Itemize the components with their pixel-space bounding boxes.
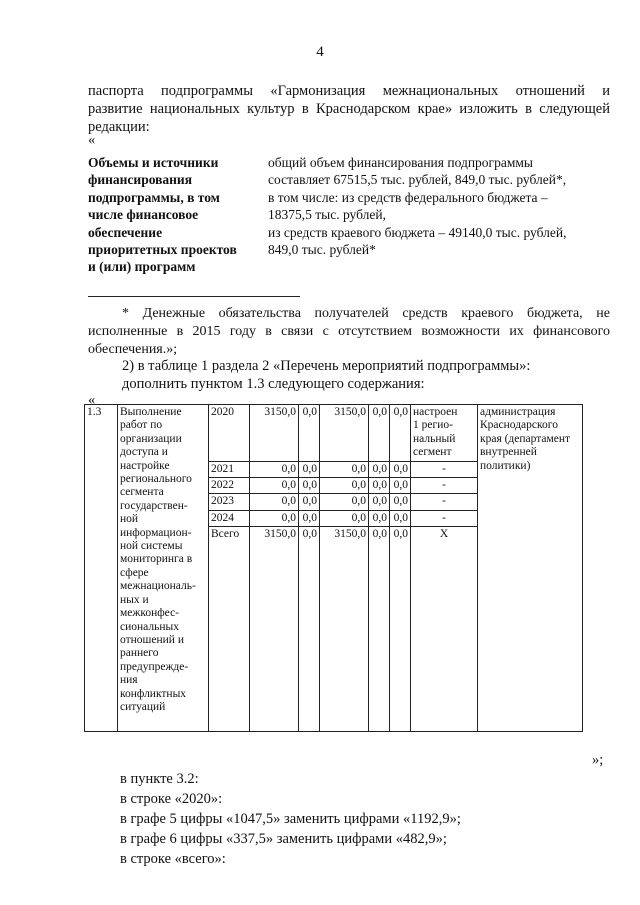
passport-label-line: финансирования [88, 172, 193, 188]
amendment-line: в пункте 3.2: [120, 771, 199, 787]
other-cell: 0,0 [390, 510, 411, 526]
total-cell: 3150,0 [250, 405, 299, 462]
passport-text-line: 849,0 тыс. рублей* [268, 242, 376, 258]
year-cell: 2021 [209, 461, 250, 477]
other-cell: 0,0 [390, 527, 411, 732]
federal-cell: 0,0 [299, 494, 320, 510]
passport-label-line: подпрограммы, в том [88, 189, 220, 205]
total-cell: 0,0 [250, 478, 299, 494]
item-name-line: раннего [120, 647, 159, 660]
total-cell: 0,0 [250, 494, 299, 510]
regional-cell: 0,0 [320, 478, 369, 494]
result-cell: - [411, 510, 478, 526]
local-cell: 0,0 [369, 527, 390, 732]
footnote-separator [88, 296, 300, 297]
item-name-line: доступа и [120, 446, 168, 459]
passport-label-line: обеспечение [88, 224, 163, 240]
amendment-line: в строке «всего»: [120, 851, 226, 867]
intro-line: редакции: [88, 119, 150, 135]
footnote-line: исполненные в 2015 году в связи с отсутствием возможности их финансового [88, 324, 610, 339]
passport-label-line: и (или) программ [88, 259, 196, 275]
footnote-line: обеспечения.»; [88, 342, 178, 357]
passport-label-line: числе финансовое [88, 207, 199, 223]
item-name-line: сфере [120, 566, 149, 579]
item-name-line: межнациональ- [120, 580, 196, 593]
close-quote: »; [592, 752, 604, 768]
regional-cell: 3150,0 [320, 405, 369, 462]
footnote-line: * Денежные обязательства получателей средств краевого бюджета, не [122, 306, 610, 321]
total-cell: 0,0 [250, 510, 299, 526]
item-name-line: информацион- [120, 526, 192, 539]
item-name-line: сегмента [120, 486, 164, 499]
item-name-line: ситуаций [120, 700, 166, 713]
item-name-line: межконфес- [120, 607, 180, 620]
local-cell: 0,0 [369, 461, 390, 477]
executor-cell [478, 405, 583, 732]
amendment-line: в строке «2020»: [120, 791, 223, 807]
item-name-line: регионального [120, 473, 192, 486]
year-cell: 2022 [209, 478, 250, 494]
passport-financing-block [88, 154, 612, 276]
passport-text-line: 18375,5 тыс. рублей, [268, 207, 386, 223]
other-cell: 0,0 [390, 494, 411, 510]
passport-text-line: из средств краевого бюджета – 49140,0 тыс. рублей, [268, 224, 567, 240]
item-name-line: настройке [120, 459, 170, 472]
year-cell: 2020 [209, 405, 250, 462]
passport-label [88, 154, 260, 276]
item-name-line: предупрежде- [120, 660, 189, 673]
open-quote: « [88, 132, 96, 148]
regional-cell: 0,0 [320, 494, 369, 510]
result-cell: - [411, 461, 478, 477]
other-cell: 0,0 [390, 461, 411, 477]
result-line: нальный [413, 432, 456, 445]
passport-text-line: в том числе: из средств федерального бюджета – [268, 189, 548, 205]
result-line: настроен [413, 406, 458, 418]
passport-text-line: общий объем финансирования подпрограммы [268, 155, 533, 170]
intro-line: паспорта подпрограммы «Гармонизация межнациональных отношений и [88, 83, 610, 99]
year-cell: Всего [209, 527, 250, 732]
local-cell: 0,0 [369, 478, 390, 494]
open-quote-2: « [88, 392, 96, 408]
local-cell: 0,0 [369, 405, 390, 462]
item-name-line: мониторинга в [120, 553, 193, 566]
executor-line: края (департамент [480, 432, 571, 445]
other-cell: 0,0 [390, 478, 411, 494]
measures-table [84, 404, 583, 732]
intro-line: развитие национальных культур в Краснодарском крае» изложить в следующей [88, 101, 610, 117]
footnote [88, 305, 610, 359]
executor-line: внутренней [480, 446, 537, 459]
page-number: 4 [316, 44, 324, 60]
result-cell [411, 405, 478, 462]
executor-line: Краснодарского [480, 419, 558, 432]
regional-cell: 0,0 [320, 510, 369, 526]
federal-cell: 0,0 [299, 461, 320, 477]
table-row [85, 405, 583, 462]
regional-cell: 3150,0 [320, 527, 369, 732]
year-cell: 2024 [209, 510, 250, 526]
result-cell: - [411, 494, 478, 510]
total-cell: 0,0 [250, 461, 299, 477]
result-line: сегмент [413, 446, 452, 459]
item-name-line: ной системы [120, 540, 183, 553]
item-name-line: конфликтных [120, 687, 187, 700]
item-2: 2) в таблице 1 раздела 2 «Перечень мероприятий подпрограммы»: [122, 358, 531, 374]
year-cell: 2023 [209, 494, 250, 510]
local-cell: 0,0 [369, 510, 390, 526]
passport-text-line: составляет 67515,5 тыс. рублей, 849,0 тыс. рублей*, [268, 172, 567, 188]
item-name-line: работ по [120, 419, 163, 432]
result-cell: - [411, 478, 478, 494]
federal-cell: 0,0 [299, 510, 320, 526]
other-cell: 0,0 [390, 405, 411, 462]
intro-paragraph [88, 82, 610, 136]
item-number: 1.3 [85, 405, 118, 732]
federal-cell: 0,0 [299, 527, 320, 732]
federal-cell: 0,0 [299, 405, 320, 462]
amendment-line: в графе 6 цифры «337,5» заменить цифрами «482,9»; [120, 831, 447, 847]
result-cell: X [411, 527, 478, 732]
item-name-line: ной [120, 513, 139, 526]
item-name-line: государствен- [120, 499, 188, 512]
item-2-sub: дополнить пунктом 1.3 следующего содержания: [122, 376, 425, 392]
executor-line: администрация [480, 406, 556, 418]
federal-cell: 0,0 [299, 478, 320, 494]
result-line: 1 регио- [413, 419, 453, 432]
amendment-line: в графе 5 цифры «1047,5» заменить цифрами «1192,9»; [120, 811, 461, 827]
regional-cell: 0,0 [320, 461, 369, 477]
item-name-line: организации [120, 432, 182, 445]
item-name-line: ных и [120, 593, 149, 606]
item-name [118, 405, 209, 732]
item-name-line: Выполнение [120, 406, 182, 418]
total-cell: 3150,0 [250, 527, 299, 732]
executor-line: политики) [480, 459, 531, 472]
item-name-line: ния [120, 674, 138, 687]
passport-label-line: Объемы и источники [88, 155, 219, 170]
local-cell: 0,0 [369, 494, 390, 510]
item-name-line: сиональных [120, 620, 179, 633]
item-name-line: отношений и [120, 633, 184, 646]
passport-label-line: приоритетных проектов [88, 242, 237, 258]
passport-text [268, 154, 566, 276]
